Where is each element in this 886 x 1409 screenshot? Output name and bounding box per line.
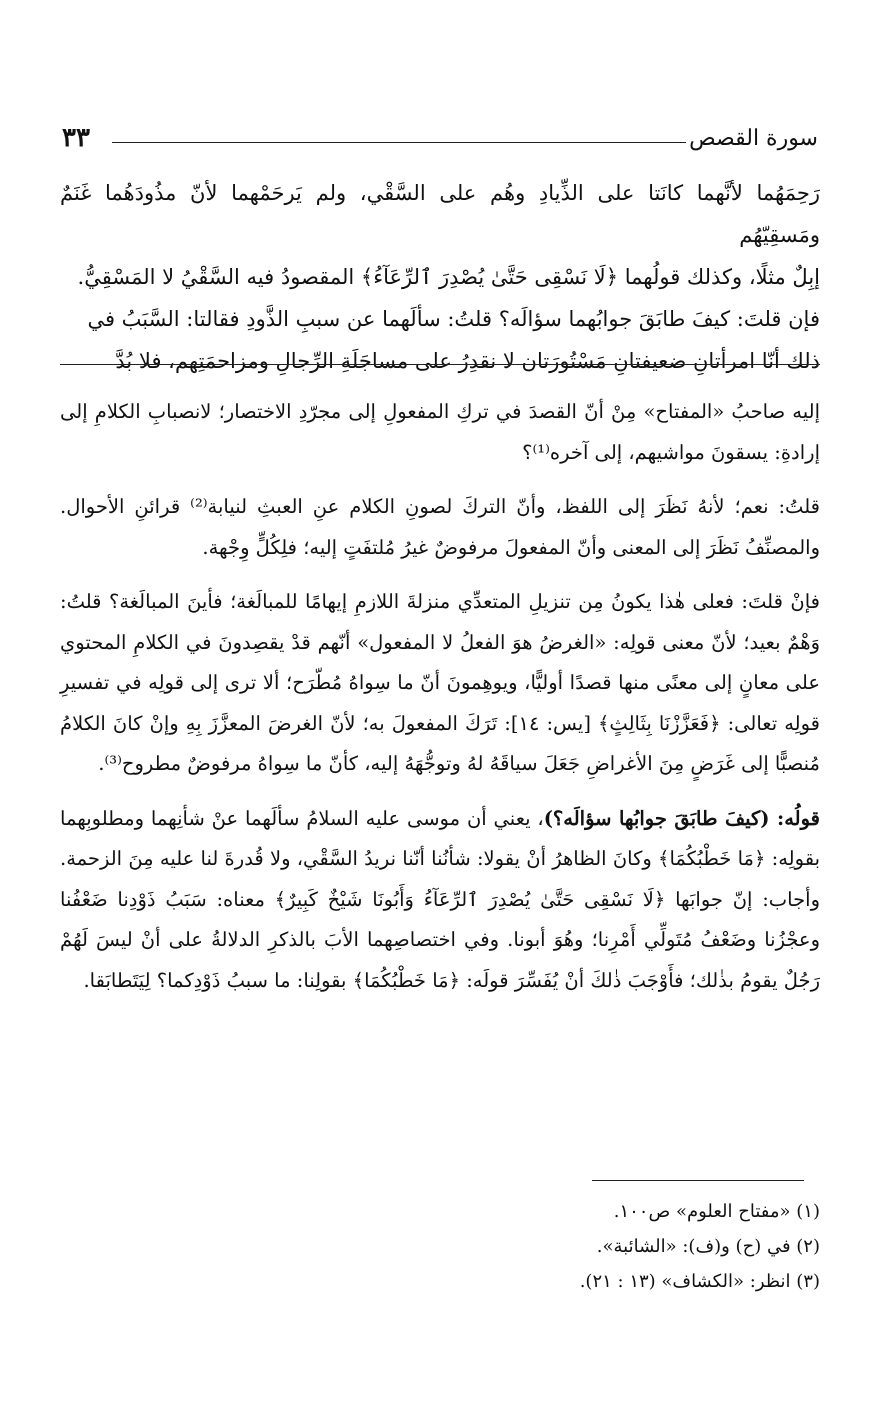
footnote-rule [592,1180,804,1181]
surah-title: سورة القصص [689,126,818,151]
commentary-paragraph: إليه صاحبُ «المفتاح» مِنْ أنّ القصدَ في تركِ المفعولِ إلى مجرّدِ الاختصار؛ لانصبابِ الكلامِ إلى إرادةِ: يسقونَ مواشيهم، إلى آخره⁽¹⁾؟ [60,400,820,464]
commentary [60,392,820,1015]
matn-line: رَحِمَهُما لأنَّهما كانَتا على الذِّيادِ وهُم على السَّقْي، ولم يَرحَمْهما لأنّ مذُودَهُما غَنَمٌ ومَسقِيّهُم [60,181,820,247]
section-divider [60,364,820,365]
footnote: (٢) في (ح) و(ف): «الشائبة». [596,1236,820,1257]
header-rule [112,142,686,143]
commentary-paragraph: قلتُ: نعم؛ لأنهُ نَظَرَ إلى اللفظ، وأنّ التركَ لصونِ الكلام عنِ العبثِ لنيابة⁽²⁾ قرائنِ الأحوال. والمصنِّفُ نَظَرَ إلى المعنى وأنّ المفعولَ مرفوضٌ غيرُ مُلتفَتٍ إليه؛ فلِكُلٍّ وِجْهة. [60,495,820,559]
footnotes [60,1194,820,1299]
matn-line: فإن قلتَ: كيفَ طابَقَ جوابُهما سؤالَه؟ قلتُ: سألَهما عن سببِ الذَّودِ فقالتا: السَّبَبُ في [87,307,820,331]
main-text [60,172,820,382]
page-header [62,118,818,162]
commentary-paragraph [60,799,820,1002]
footnote: (١) «مفتاح العلوم» ص١٠٠. [613,1201,820,1222]
commentary-text: ، يعني أن موسى عليه السلامُ سألَهما عنْ شأنِهما ومطلوبِهما بقولِه: ﴿مَا خَطْبُكُمَا﴾ وكانَ الظاهرُ أنْ يقولا: شأنُنا أنّنا نريدُ السَّقْي، ولا قُدرةَ لنا عليه مِنَ الزحمة. وأجاب: إنّ جوابَها ﴿لَا نَسْقِى حَتَّىٰ يُصْدِرَ ٱلرِّعَآءُ وَأَبُونَا شَيْخٌ كَبِيرٌ﴾ معناه: سَبَبُ ذَوْدِنا ضَعْفُنا وعجْزُنا وضَعْفُ مُتَولِّي أَمْرِنا؛ وهُوَ أبونا. وفي اختصاصِهما الأبَ بالذكرِ الدلالةُ على أنْ ليسَ لَهُمْ رَجُلٌ يقومُ بذٰلك؛ فأَوْجَبَ ذٰلكَ أنْ يُفَسِّرَ قولَه: ﴿مَا خَطْبُكُمَا﴾ بقولِنا: ما سببُ ذَوْدِكما؟ لِيَتَطابَقا. [60,806,820,992]
page-number: ٣٣ [62,123,90,153]
quoted-heading: قولُه: (كيفَ طابَقَ جوابُها سؤالَه؟) [543,806,820,830]
matn-line: ذلك أنّا امرأتانِ ضعيفتانِ مَسْتُورَتان لا نقدِرُ على مساجَلَةِ الرِّجالِ ومزاحمَتِهم، فلا بُدَّ [115,349,820,373]
commentary-paragraph: فإنْ قلتَ: فعلى هٰذا يكونُ مِن تنزيلِ المتعدِّي منزلةَ اللازمِ إيهامًا للمبالَغة؛ فأينَ المبالَغة؟ قلتُ: وَهْمٌ بعيد؛ لأنّ معنى قولِه: «الغرضُ هوَ الفعلُ لا المفعول» أنّهم قدْ يقصِدونَ في الكلامِ المحتوي على معانٍ إلى معنًى منها قصدًا أوليًّا، ويوهِمونَ أنّ ما سِواهُ مُطّرَح؛ ألا ترى إلى قولِه في تفسيرِ قولِه تعالى: ﴿فَعَزَّزْنَا بِثَالِثٍ﴾ [يس: ١٤]: تَرَكَ المفعولَ به؛ لأنّ الغرضَ المعزَّزَ بِهِ وإنْ كانَ الكلامُ مُنصبًّا إلى غَرَضٍ مِنَ الأغراضِ جَعَلَ سياقَهُ لهُ وتوجُّهَهُ إليه، كأنّ ما سِواهُ مرفوضٌ مطروح⁽³⁾. [60,590,820,775]
footnote: (٣) انظر: «الكشاف» (١٣ : ٢١). [579,1271,820,1292]
matn-line: إبِلٌ مثلًا، وكذلك قولُهما ﴿لَا نَسْقِى حَتَّىٰ يُصْدِرَ ٱلرِّعَآءُ﴾ المقصودُ فيه السَّقْيُ لا المَسْقِيُّ. [77,265,820,289]
